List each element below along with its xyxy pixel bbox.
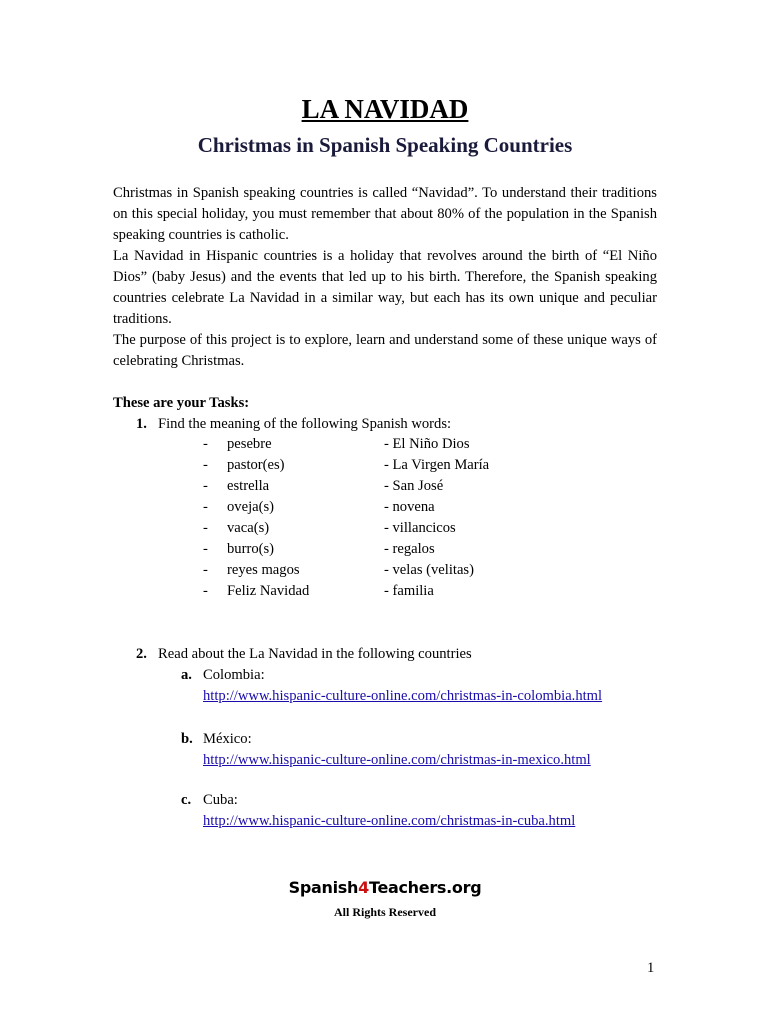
page-title: LA NAVIDAD — [301, 94, 469, 124]
vocab-word-left: Feliz Navidad — [227, 583, 310, 599]
vocab-word-left: pesebre — [227, 436, 272, 452]
country-colombia — [181, 665, 265, 686]
vocab-dash: - — [203, 478, 208, 494]
mexico-link[interactable]: http://www.hispanic-culture-online.com/christmas-in-mexico.html — [203, 752, 591, 768]
vocab-word-left: vaca(s) — [227, 520, 270, 536]
intro-paragraph-1: Christmas in Spanish speaking countries is called “Navidad”. To understand their traditions on this special holiday, you must remember that about 80% of the population in the Spanish speaking countries is catholic. — [113, 185, 657, 243]
vocab-dash: - — [203, 499, 208, 515]
vocab-word-left: oveja(s) — [227, 499, 275, 515]
vocab-dash: - — [203, 436, 208, 452]
logo-text-2: Teachers.org — [368, 878, 482, 897]
page-number: 1 — [647, 960, 655, 976]
country-name: Colombia: — [203, 667, 265, 683]
task-2-number: 2. — [136, 646, 147, 662]
page-subtitle: Christmas in Spanish Speaking Countries — [197, 133, 573, 157]
cuba-link[interactable]: http://www.hispanic-culture-online.com/christmas-in-cuba.html — [203, 813, 576, 829]
vocab-dash: - — [203, 520, 208, 536]
vocab-word-right: - La Virgen María — [384, 457, 490, 473]
task-1-number: 1. — [136, 416, 147, 432]
vocab-word-left: estrella — [227, 478, 270, 494]
spanish4teachers-logo — [0, 878, 770, 897]
country-letter: a. — [181, 667, 192, 683]
colombia-link[interactable]: http://www.hispanic-culture-online.com/christmas-in-colombia.html — [203, 688, 603, 704]
logo-text-4: 4 — [358, 878, 369, 897]
vocab-word-right: - velas (velitas) — [384, 562, 474, 578]
country-cuba — [181, 790, 238, 811]
vocab-word-right: - villancicos — [384, 520, 456, 536]
country-letter: c. — [181, 792, 192, 808]
vocab-word-right: - regalos — [384, 541, 435, 557]
vocab-dash: - — [203, 583, 208, 599]
vocab-word-left: burro(s) — [227, 541, 275, 557]
task-2 — [136, 644, 472, 665]
logo-text-1: Spanish — [288, 878, 359, 897]
country-name: Cuba: — [203, 792, 238, 808]
task-1-text: Find the meaning of the following Spanish words: — [158, 416, 452, 432]
intro-paragraph-3: The purpose of this project is to explore, learn and understand some of these unique ways of celebrating Christmas. — [113, 332, 657, 369]
tasks-heading: These are your Tasks: — [113, 395, 250, 411]
country-mexico — [181, 729, 252, 750]
vocab-word-right: - novena — [384, 499, 435, 515]
task-2-text: Read about the La Navidad in the following countries — [158, 646, 472, 662]
vocab-dash: - — [203, 457, 208, 473]
rights-reserved: All Rights Reserved — [334, 905, 436, 919]
vocab-word-right: - familia — [384, 583, 434, 599]
vocab-word-right: - San José — [384, 478, 444, 494]
country-letter: b. — [181, 731, 193, 747]
vocab-word-left: pastor(es) — [227, 457, 285, 473]
country-name: México: — [203, 731, 252, 747]
intro-paragraph-2: La Navidad in Hispanic countries is a holiday that revolves around the birth of “El Niño Dios” (baby Jesus) and the events that led up to his birth. Therefore, the Spanish speaking countries celebrate La Navidad in a similar way, but each has its own unique and peculiar traditions. — [113, 248, 657, 327]
vocab-word-left: reyes magos — [227, 562, 300, 578]
vocab-dash: - — [203, 562, 208, 578]
vocab-word-right: - El Niño Dios — [384, 436, 470, 452]
vocab-dash: - — [203, 541, 208, 557]
task-1 — [136, 414, 451, 435]
